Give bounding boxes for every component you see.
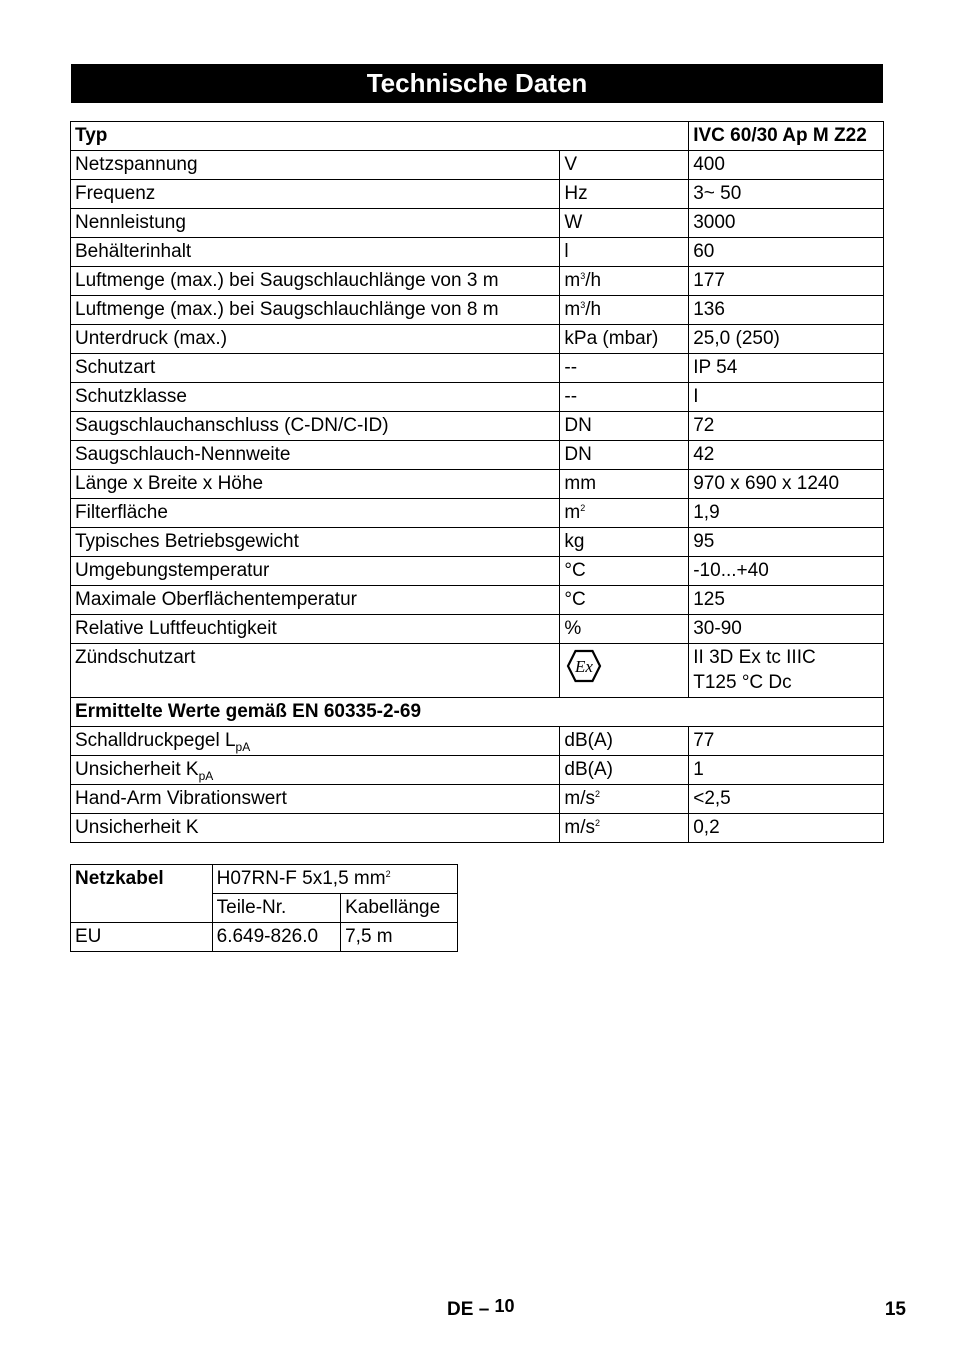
row-label: Relative Luftfeuchtigkeit [71,615,560,644]
cable-length: 7,5 m [341,923,458,952]
row-unit: Hz [560,180,689,209]
row-label: Frequenz [71,180,560,209]
table-row [71,296,884,325]
row-label: Schutzklasse [71,383,560,412]
row-label: Saugschlauchanschluss (C-DN/C-ID) [71,412,560,441]
type-value: IVC 60/30 Ap M Z22 [689,122,884,151]
row-value: 1 [689,756,884,785]
cable-table [70,864,458,952]
row-value: IP 54 [689,354,884,383]
row-value: I [689,383,884,412]
row-label: Luftmenge (max.) bei Saugschlauchlänge von 3 m [71,267,560,296]
table-row [71,354,884,383]
row-unit: $m^3/h$ [560,267,689,296]
page-title [71,64,883,103]
row-label: Unsicherheit K [71,814,560,843]
table-row [71,470,884,499]
footer-dash: – [478,1299,490,1320]
table-row [71,814,884,843]
row-value: 95 [689,528,884,557]
row-unit: -- [560,383,689,412]
page-title-text: Technische Daten [366,68,588,98]
row-label: Unterdruck (max.) [71,325,560,354]
row-label: Unsicherheit $K_{pA}$ [71,756,560,785]
table-row [71,923,458,952]
row-value: 400 [689,151,884,180]
table-row [71,383,884,412]
row-label: Filterfläche [71,499,560,528]
row-label: Länge x Breite x Höhe [71,470,560,499]
row-value [689,644,884,698]
row-value: 125 [689,586,884,615]
cable-type: H07RN-F 5x1,5 $mm^2$ [212,865,457,894]
table-row [71,785,884,814]
row-unit: °C [560,557,689,586]
row-unit: mm [560,470,689,499]
table-row [71,180,884,209]
row-unit: l [560,238,689,267]
section-heading: Ermittelte Werte gemäß EN 60335-2-69 [71,698,884,727]
row-unit: V [560,151,689,180]
row-unit: $m^2$ [560,499,689,528]
row-value: 42 [689,441,884,470]
row-value: 177 [689,267,884,296]
row-value: 970 x 690 x 1240 [689,470,884,499]
row-value: 0,2 [689,814,884,843]
row-label: Nennleistung [71,209,560,238]
table-row [71,727,884,756]
row-value: <2,5 [689,785,884,814]
ignition-value-line1: II 3D Ex tc IIIC [693,647,816,668]
row-value: 136 [689,296,884,325]
row-value: 25,0 (250) [689,325,884,354]
row-value: 60 [689,238,884,267]
table-row [71,267,884,296]
row-label: Netzspannung [71,151,560,180]
row-value: 72 [689,412,884,441]
row-label: Hand-Arm Vibrationswert [71,785,560,814]
row-unit: $m/s^2$ [560,785,689,814]
table-row [71,644,884,698]
ex-icon-label: Ex [575,657,594,676]
row-label: Maximale Oberflächentemperatur [71,586,560,615]
row-unit: -- [560,354,689,383]
ignition-value-line2: T125 °C Dc [693,672,792,693]
table-row [71,122,884,151]
table-row [71,586,884,615]
row-value: 77 [689,727,884,756]
ex-hexagon-icon [564,647,604,685]
cable-region: EU [71,923,213,952]
row-unit [560,644,689,698]
page-number: 15 [884,1299,906,1320]
row-value: 1,9 [689,499,884,528]
table-row [71,441,884,470]
table-row [71,151,884,180]
table-row [71,615,884,644]
table-row [71,528,884,557]
table-row [71,238,884,267]
row-unit: °C [560,586,689,615]
row-label: Schutzart [71,354,560,383]
table-row [71,865,458,894]
table-row [71,756,884,785]
footer-lang: DE [447,1299,474,1320]
row-unit: dB(A) [560,727,689,756]
row-label: Saugschlauch-Nennweite [71,441,560,470]
table-row [71,698,884,727]
cable-length-header: Kabellänge [341,894,458,923]
row-label: Behälterinhalt [71,238,560,267]
cable-part-header: Teile-Nr. [212,894,340,923]
row-unit: kPa (mbar) [560,325,689,354]
row-unit: % [560,615,689,644]
row-value: 30-90 [689,615,884,644]
table-row [71,209,884,238]
row-label: Schalldruckpegel $L_{pA}$ [71,727,560,756]
row-unit: DN [560,441,689,470]
row-unit: $m/s^2$ [560,814,689,843]
row-unit: $m^3/h$ [560,296,689,325]
table-row [71,499,884,528]
row-unit: dB(A) [560,756,689,785]
cable-part-number: 6.649-826.0 [212,923,340,952]
table-row [71,557,884,586]
row-value: 3~ 50 [689,180,884,209]
row-label: Zündschutzart [71,644,560,698]
table-row [71,325,884,354]
table-row [71,412,884,441]
spec-table [70,121,884,843]
row-label: Umgebungstemperatur [71,557,560,586]
footer-section-page: 10 [494,1296,515,1316]
row-unit: DN [560,412,689,441]
row-unit: kg [560,528,689,557]
row-label: Typisches Betriebsgewicht [71,528,560,557]
cable-label: Netzkabel [71,865,213,923]
footer-section [447,1296,515,1321]
row-value: 3000 [689,209,884,238]
type-label: Typ [71,122,689,151]
row-label: Luftmenge (max.) bei Saugschlauchlänge von 8 m [71,296,560,325]
row-unit: W [560,209,689,238]
row-value: -10...+40 [689,557,884,586]
